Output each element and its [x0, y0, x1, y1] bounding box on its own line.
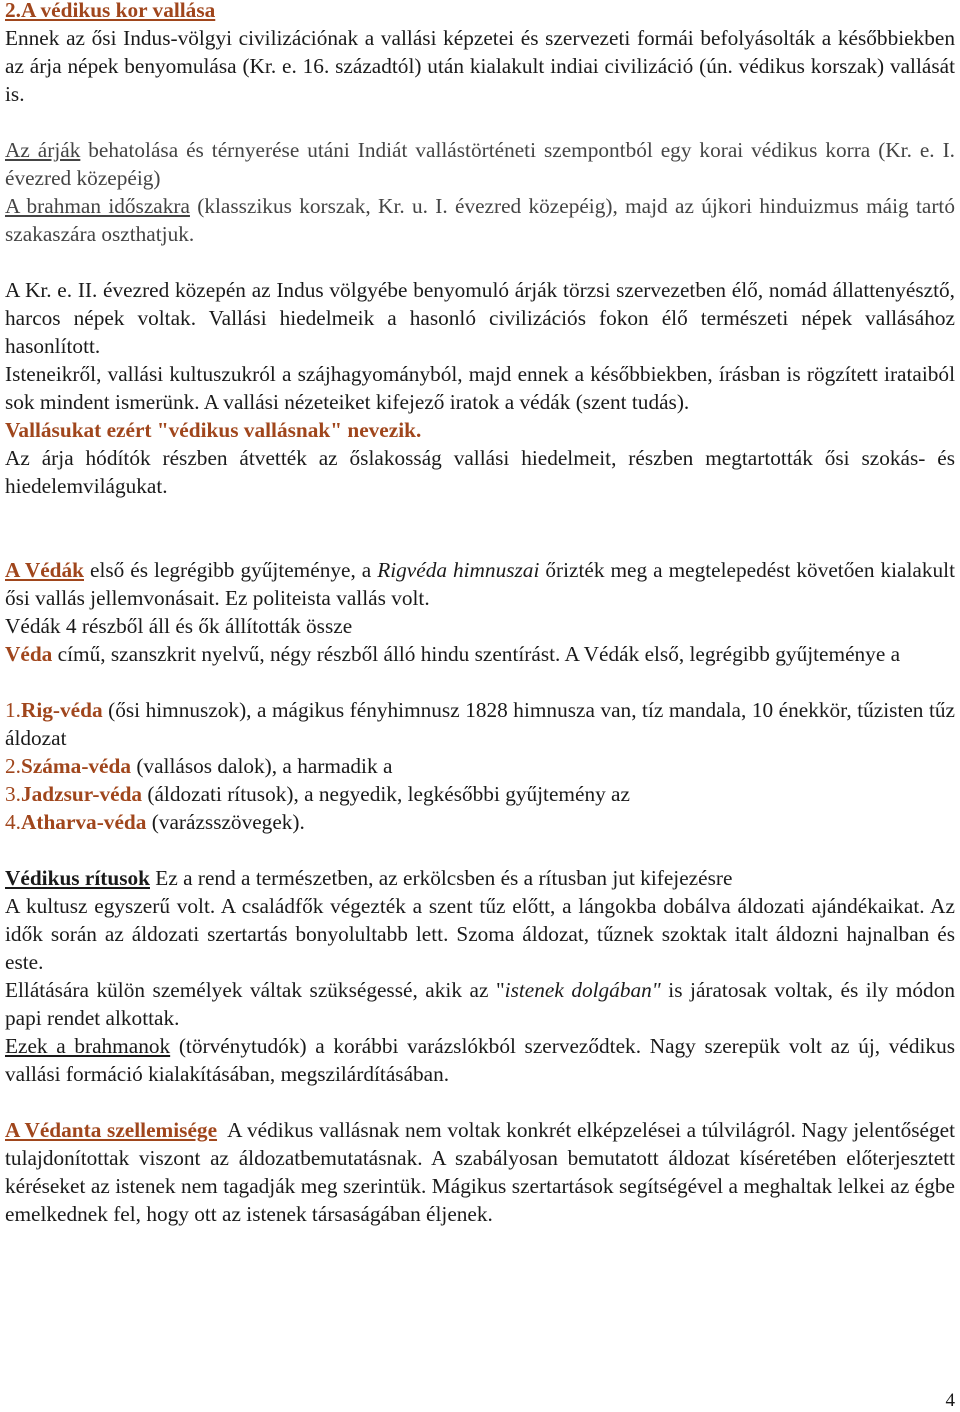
list-item: 3.Jadzsur-véda (áldozati rítusok), a negyedik, legkésőbbi gyűjtemény az	[5, 782, 630, 806]
vedikus-highlight: Vallásukat ezért "védikus vallásnak" nevezik.	[5, 418, 422, 442]
veda-list	[5, 696, 955, 836]
arjak-link[interactable]: Az árják	[5, 138, 81, 162]
kultusz-paragraph: A kultusz egyszerű volt. A családfők végezték a szent tűz előtt, a lángokba dobálva áldozati ajándékaikat. Az idők során az áldozati szertartás bonyolultabb lett. Szoma áldozat, tűznek szoktak italt áldozni hajnalban és este.	[5, 894, 955, 974]
intro-paragraph: Ennek az ősi Indus-völgyi civilizációnak a vallási képzetei és szervezeti formái befolyásolták a későbbiekben az árja népek benyomulása (Kr. e. 16. századtól) után kialakult indiai civilizáció (ún. védikus korszak) vallását is.	[5, 26, 955, 106]
page-number: 4	[945, 1390, 955, 1411]
hoditok-paragraph: Az árja hódítók részben átvették az őslakosság vallási hiedelmeit, részben megtartották ősi szokás- és hiedelemvilágukat.	[5, 446, 955, 498]
ritusok-heading-line: Védikus rítusok Ez a rend a természetben, az erkölcsben és a rítusban jut kifejezésre	[5, 866, 733, 890]
arjak-paragraph: Az árják behatolása és térnyerése utáni Indiát vallástörténeti szempontból egy korai védikus korra (Kr. e. I. évezred közepéig)	[5, 138, 955, 190]
document-page	[5, 0, 960, 1228]
vedak-parts-line: Védák 4 részből áll és ők állították össze	[5, 614, 353, 638]
vedak-paragraph: A Védák első és legrégibb gyűjteménye, a Rigvéda himnuszai őrizték meg a megtelepedést követően kialakult ősi vallás jellemvonásait. Ez politeista vallás volt.	[5, 558, 955, 610]
brahman-paragraph: A brahman időszakra (klasszikus korszak, Kr. u. I. évezred közepéig), majd az újkori hinduizmus máig tartó szakaszára oszthatjuk.	[5, 194, 955, 246]
ritusok-heading: Védikus rítusok	[5, 866, 150, 890]
list-item: 4.Atharva-véda (varázsszövegek).	[5, 810, 305, 834]
vedanta-paragraph: A Védanta szellemisége A védikus vallásnak nem voltak konkrét elképzelései a túlvilágról. Nagy jelentőséget tulajdonítottak viszont az áldozatbemutatásnak. A szabályosan bemutatott áldozat kíséretében előterjesztett kéréseket az istenek nem tagadják meg szerintük. Mágikus szertartások segítségével a meghaltak lelkei az égbe emelkednek fel, hogy ott az istenek társaságában éljenek.	[5, 1118, 960, 1226]
brahmanok-link[interactable]: Ezek a brahmanok	[5, 1034, 171, 1058]
section-title: 2.A védikus kor vallása	[5, 0, 216, 22]
vedanta-link[interactable]: A Védanta szellemisége	[5, 1118, 218, 1142]
brahman-link[interactable]: A brahman időszakra	[5, 194, 190, 218]
veda-paragraph: Véda című, szanszkrit nyelvű, négy részből álló hindu szentírást. A Védák első, legrégibb gyűjteménye a	[5, 642, 901, 666]
papi-rend-paragraph: Ellátására külön személyek váltak szükségessé, akik az "istenek dolgában" is járatosak voltak, és ily módon papi rendet alkottak.	[5, 978, 955, 1030]
list-item: 2.Száma-véda (vallásos dalok), a harmadik a	[5, 754, 393, 778]
sources-paragraph: Isteneikről, vallási kultuszukról a szájhagyományból, majd ennek a későbbiekben, írásban is rögzített irataiból sok mindent ismerünk. A vallási nézeteiket kifejező iratok a védák (szent tudás).	[5, 362, 955, 414]
brahmanok-paragraph: Ezek a brahmanok (törvénytudók) a korábbi varázslókból szerveződtek. Nagy szerepük volt az új, védikus vallási formáció kialakításában, megszilárdításában.	[5, 1034, 956, 1086]
vedak-link[interactable]: A Védák	[5, 558, 84, 582]
list-item: 1.Rig-véda (ősi himnuszok), a mágikus fényhimnusz 1828 himnusza van, tíz mandala, 10 énekkör, tűzisten tűz áldozat	[5, 698, 955, 750]
arjak-history-paragraph: A Kr. e. II. évezred közepén az Indus völgyébe benyomuló árják törzsi szervezetben élő, nomád állattenyésztő, harcos népek voltak. Vallási hiedelmeik a hasonló civilizációs fokon élő természeti népek vallásához hasonlított.	[5, 278, 955, 358]
